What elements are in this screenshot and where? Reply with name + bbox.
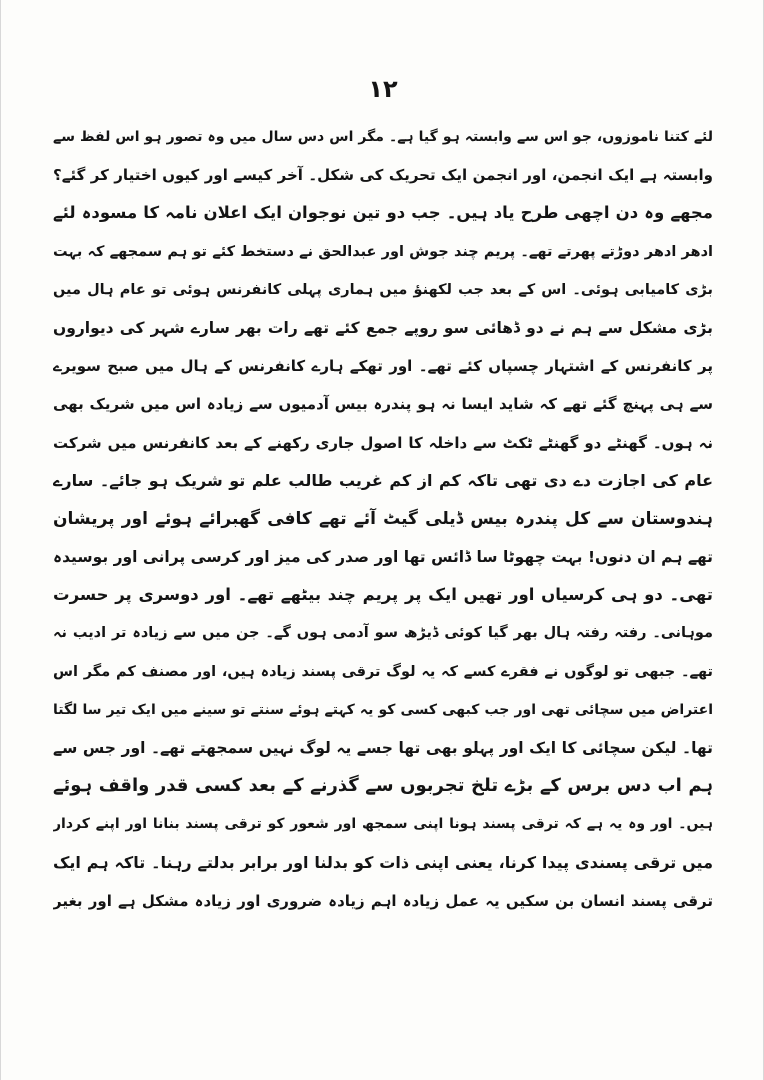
text-line: لئے کتنا ناموزوں، جو اس سے وابستہ ہو گیا ہے۔ مگر اس دس سال میں وہ تصور ہو اس لفظ سے [53,129,713,145]
text-line: میں ترقی پسندی پیدا کرنا، یعنی اپنی ذات کو بدلنا اور برابر بدلتے رہنا۔ تاکہ ہم ایک [53,852,713,872]
text-line: عام کی اجازت دے دی تھی تاکہ کم از کم غریب طالب علم تو شریک ہو جائے۔ سارے [53,470,713,490]
text-line: ہم اب دس برس کے بڑے تلخ تجربوں سے گذرنے کے بعد کسی قدر واقف ہوئے [53,775,713,797]
body-text [53,118,713,920]
text-line: ہیں۔ اور وہ یہ ہے کہ ترقی پسند ہونا اپنی سمجھ اور شعور کو ترقی پسند بنانا اور اپنے کردار [53,816,713,833]
text-line: بڑی مشکل سے ہم نے دو ڈھائی سو روپے جمع کئے تھے رات بھر سارے شہر کی دیواروں [53,318,713,337]
text-line: وابستہ ہے ایک انجمن، اور انجمن ایک تحریک کی شکل۔ آخر کیسے اور کیوں اختیار کر گئے؟ [53,166,713,185]
text-line: تھے ہم ان دنوں! بہت چھوٹا سا ڈائس تھا اور صدر کی میز اور کرسی پرانی اور بوسیدہ [53,548,713,567]
text-line: بڑی کامیابی ہوئی۔ اس کے بعد جب لکھنؤ میں ہماری پہلی کانفرنس ہوئی تو عام ہال میں [53,281,713,298]
text-line: نہ ہوں۔ گھنٹے دو گھنٹے ٹکٹ سے داخلہ کا اصول جاری رکھنے کے بعد کانفرنس میں شرکت [53,433,713,452]
text-line: تھے۔ جبھی تو لوگوں نے فقرے کسے کہ یہ لوگ ترقی پسند زیادہ ہیں، اور مصنف کم مگر اس [53,663,713,680]
text-line: مجھے وہ دن اچھی طرح یاد ہیں۔ جب دو تین نوجوان ایک اعلان نامہ کا مسودہ لئے [53,203,713,223]
text-line: موہانی۔ رفتہ رفتہ ہال بھر گیا کوئی ڈیڑھ سو آدمی ہوں گے۔ جن میں سے زیادہ تر ادیب نہ [53,625,713,642]
page-number: ۱۲ [368,75,398,103]
text-line: ترقی پسند انسان بن سکیں یہ عمل زیادہ اہم زیادہ ضروری اور زیادہ مشکل ہے اور بغیر [53,891,713,910]
text-line: ہندوستان سے کل پندرہ بیس ڈیلی گیٹ آئے تھے کافی گھبرائے ہوئے اور پریشان [53,508,713,529]
text-line: پر کانفرنس کے اشتہار چسپاں کئے تھے۔ اور تھکے ہارے کانفرنس کے ہال میں صبح سویرے [53,357,713,376]
text-line: تھی۔ دو ہی کرسیاں اور تھیں ایک پر پریم چند بیٹھے تھے۔ اور دوسری پر حسرت [53,585,713,605]
text-line: ادھر ادھر دوڑتے پھرتے تھے۔ پریم چند جوش اور عبدالحق نے دستخط کئے تو ہم سمجھے کہ بہت [53,243,713,260]
text-line: اعتراض میں سچائی تھی اور جب کبھی کسی کو یہ کہتے ہوئے سنتے تو سینے میں ایک تیر سا لگتا [53,701,713,718]
text-line: تھا۔ لیکن سچائی کا ایک اور پہلو بھی تھا جسے یہ لوگ نہیں سمجھتے تھے۔ اور جس سے [53,739,713,757]
text-line: سے ہی پہنچ گئے تھے کہ شاید ایسا نہ ہو پندرہ بیس آدمیوں سے زیادہ اس میں شریک بھی [53,395,713,414]
